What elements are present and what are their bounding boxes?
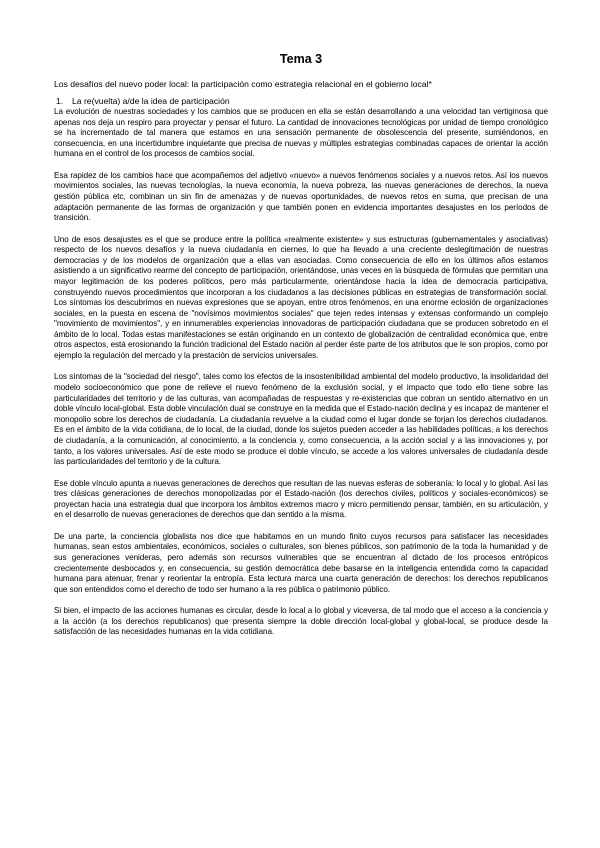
paragraph-3: Uno de esos desajustes es el que se produce entre la política «realmente existente» y sus estructuras (gubernamentales y asociativas) respecto de los nuevos desafíos y la nueva ciudadanía en ciernes, lo que ha llevado a una creciente deslegitimación de nuestras democracias y de los modelos de organización que a ellas van asociadas. Como consecuencia de ello en los últimos años estamos asistiendo a un significativo rearme del concepto de participación, orientándose, unas veces en la búsqueda de fórmulas que permitan una mayor legitimación de los poderes políticos, pero más particularmente, orientándose hacia la idea de democracia participativa, construyendo nuevos procedimientos que incorporan a los ciudadanos a las decisiones públicas en estrategias de transformación social. Los síntomas los descubrimos en nuevas expresiones que se apoyan, entre otros fenómenos, en una enorme eclosión de organizaciones sociales, en la puesta en escena de "novísimos movimientos sociales" que tejen redes intensas y extensas conformando un complejo "movimiento de movimientos", y en innumerables experiencias innovadoras de participación ciudadana que se producen sobretodo en el ámbito de lo local. Todas estas manifestaciones se están originando en un contexto de globalización de centralidad económica que, entre otros aspectos, está erosionando la función tradicional del Estado nación al perder éste parte de los atributos que le son propios, como por ejemplo la regulación del mercado y la prestación de servicios universales. [54,234,548,361]
paragraph-2: Esa rapidez de los cambios hace que acompañemos del adjetivo «nuevo» a nuevos fenómenos sociales y a nuevos retos. Así los nuevos movimientos sociales, las nuevas tecnologías, la nueva economía, la nueva pobreza, las nuevas generaciones de derechos, la nueva gestión pública etc, combinan un sin fin de amenazas y de nuevas oportunidades, de nuevos retos en suma, que precisan de una adaptación permanente de las formas de organización y que también ponen en evidencia importantes desajustes en los períodos de transición. [54,170,548,223]
section-heading [54,96,548,107]
document-subtitle: Los desafíos del nuevo poder local: la participación como estrategia relacional en el gobierno local* [54,79,432,89]
section-heading-text: La re(vuelta) a/de la idea de participación [72,96,230,106]
paragraph-1: La evolución de nuestras sociedades y los cambios que se producen en ella se están desarrollando a una velocidad tan vertiginosa que apenas nos deja un respiro para proyectar y pensar el futuro. La cantidad de innovaciones tecnológicas por unidad de tiempo cronológico se ha incrementado de tal manera que estamos en una sensación permanente de obsolescencia del presente, sumiéndonos, en consecuencia, en una incertidumbre inquietante que precisa de nuevas y múltiples estrategias combinadas capaces de orientar la acción humana en el control de los procesos de cambios social. [54,107,548,159]
section-number: 1. [56,96,64,106]
paragraph-5: Ese doble vínculo apunta a nuevas generaciones de derechos que resultan de las nuevas esferas de soberanía: lo local y lo global. Así las tres clásicas generaciones de derechos monopolizadas por el Estado-nación (los derechos civiles, políticos y sociales-económicos) se proyectan hacia una estrategia dual que incorpora los ámbitos extremos macro y micro permitiendo pensar, también, en su articulación, y en el desarrollo de nuevas generaciones de derechos que dan sentido a la misma. [54,478,548,520]
paragraph-7: Si bien, el impacto de las acciones humanas es circular, desde lo local a lo global y viceversa, de tal modo que el acceso a la conciencia y a la acción (a los derechos republicanos) que presenta siempre la doble dirección local-global y global-local, se produce desde la satisfacción de las necesidades humanas en la vida cotidiana. [54,606,548,637]
paragraph-6: De una parte, la conciencia globalista nos dice que habitamos en un mundo finito cuyos recursos para satisfacer las necesidades humanas, sean estos ambientales, económicos, sociales o culturales, son bienes públicos, son patrimonio de la toda la humanidad y de sus generaciones venideras, pero además son recursos vulnerables que se encuentran al dictado de los procesos entrópicos crecientemente desbocados y, en consecuencia, su gestión democrática debe basarse en la inteligencia entendida como la capacidad humana para atenuar, frenar y reorientar la entropía. Esta lectura marca una cuarta generación de derechos: los derechos republicanos que son entendidos como el derecho de todo ser humano a la res pública o patrimonio público. [54,531,548,594]
paragraph-4: Los síntomas de la "sociedad del riesgo", tales como los efectos de la insostenibilidad ambiental del modelo productivo, la insolidaridad del modelo socioeconómico que pone de relieve el nuevo fenómeno de la exclusión social, y el impacto que todo ello tiene sobre las particularidades del territorio y de las culturas, van acompañadas de respuestas y re-existencias que cobran un sentido alternativo en un doble vínculo local-global. Esta doble vinculación dual se construye en la medida que el Estado-nación declina y es incapaz de mantener el monopolio sobre los derechos de ciudadanía. La ciudadanía revuelve a la ciudad como el lugar donde se forjan los derechos ciudadanos. Es en el ámbito de la vida cotidiana, de lo local, de la ciudad, donde los sujetos pueden acceder a las habilidades políticas, a los derechos de ciudadanía, a la comunicación, al conocimiento, a la conciencia y, como consecuencia, a la acción social y a las innovaciones y, por tanto, a los valores universales. Así de este modo se produce el doble vínculo, se accede a los valores universales de ciudadanía desde las particularidades del territorio y de la cultura. [54,372,548,467]
document-title: Tema 3 [279,52,323,66]
